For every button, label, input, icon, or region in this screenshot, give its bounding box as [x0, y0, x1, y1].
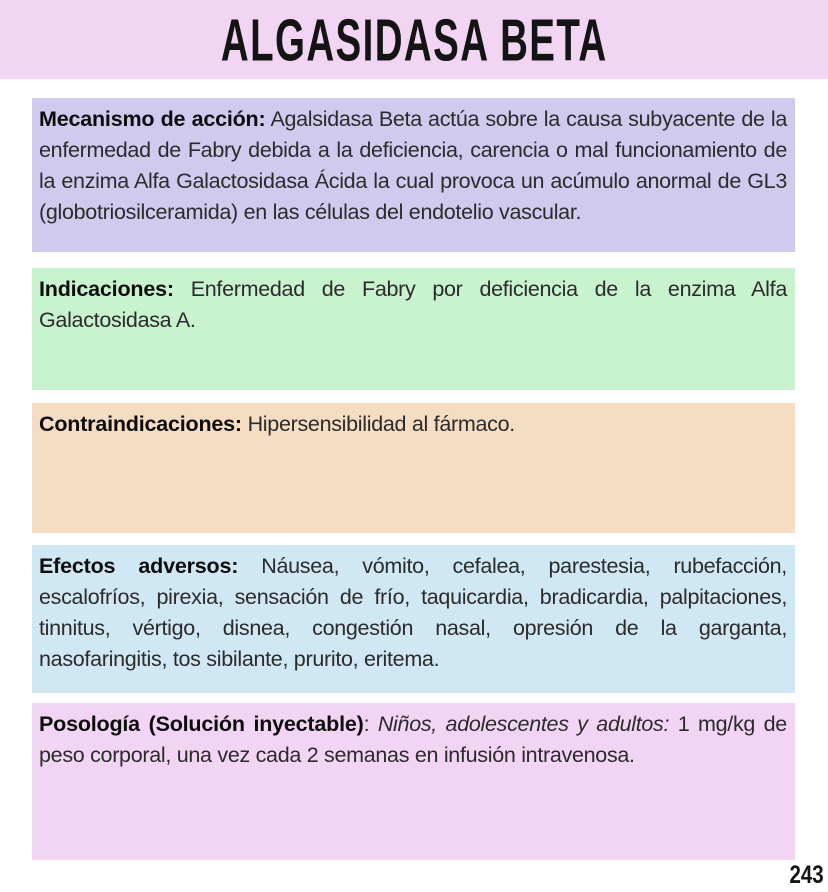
- section-text-posologia: 1 mg/kg de peso corporal, una vez cada 2 semanas en infusión intravenosa.: [39, 712, 787, 767]
- section-heading-mecanismo: Mecanismo de acción:: [39, 107, 266, 131]
- section-mecanismo-de-accion: [32, 98, 795, 252]
- section-text-efectos-adversos: Náusea, vómito, cefalea, parestesia, rubefacción, escalofríos, pirexia, sensación de frío, taquicardia, bradicardia, palpitaciones, tinnitus, vértigo, disnea, congestión nasal, opresión de la garganta, nasofaringitis, tos sibilante, prurito, eritema.: [39, 554, 787, 671]
- section-posologia: [32, 703, 795, 860]
- section-contraindicaciones: [32, 403, 795, 533]
- page-number: 243: [789, 861, 824, 889]
- section-indicaciones: [32, 268, 795, 390]
- section-heading-efectos-adversos: Efectos adversos:: [39, 554, 239, 578]
- section-text-mecanismo: Agalsidasa Beta actúa sobre la causa subyacente de la enfermedad de Fabry debida a la deficiencia, carencia o mal funcionamiento de la enzima Alfa Galactosidasa Ácida la cual provoca un acúmulo anormal de GL3 (globotriosilceramida) en las células del endotelio vascular.: [39, 107, 787, 224]
- section-heading-posologia: Posología (Solución inyectable): [39, 712, 364, 736]
- section-heading-contraindicaciones: Contraindicaciones:: [39, 412, 242, 436]
- section-separator-posologia: :: [363, 712, 378, 736]
- section-efectos-adversos: [32, 545, 795, 693]
- section-italic-posologia: Niños, adolescentes y adultos:: [377, 712, 670, 736]
- section-text-contraindicaciones: Hipersensibilidad al fármaco.: [247, 412, 515, 436]
- title-banner: [0, 0, 828, 79]
- page-title: ALGASIDASA BETA: [220, 6, 608, 73]
- section-heading-indicaciones: Indicaciones:: [39, 277, 174, 301]
- section-text-indicaciones: Enfermedad de Fabry por deficiencia de la enzima Alfa Galactosidasa A.: [39, 277, 787, 332]
